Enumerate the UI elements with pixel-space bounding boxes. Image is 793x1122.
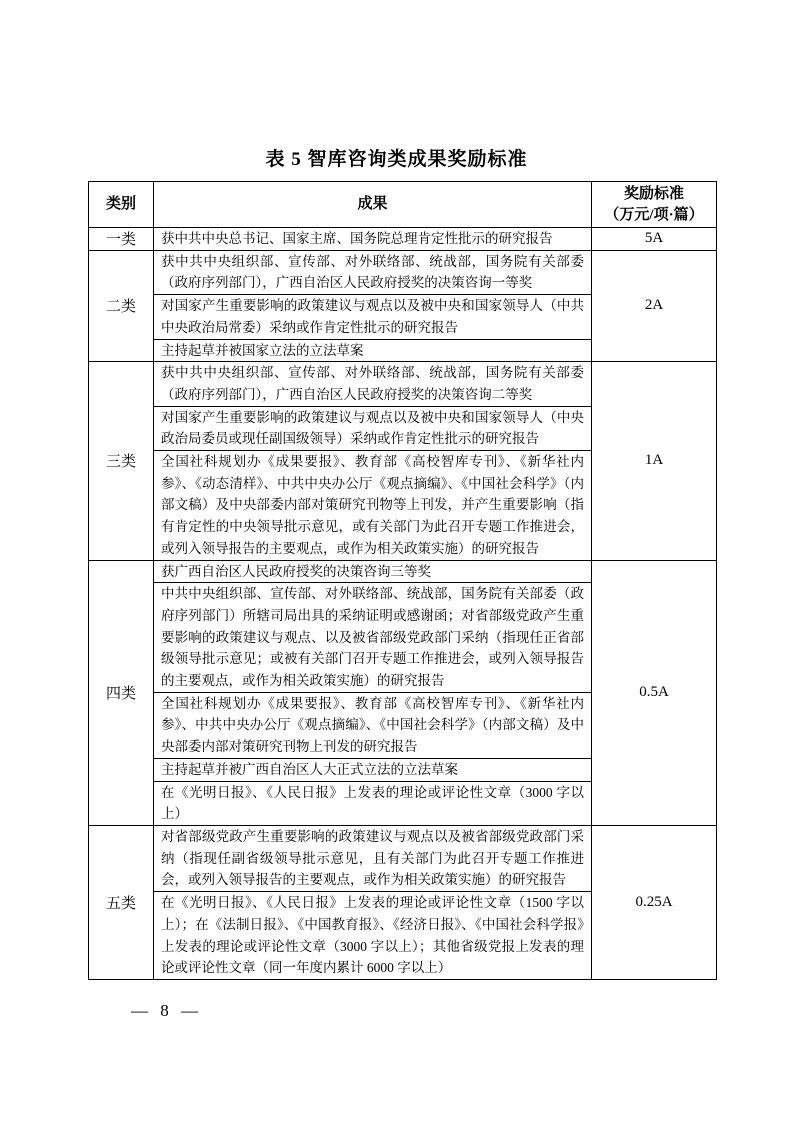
category-label-4: 四类 <box>89 560 154 825</box>
reward-value-5: 0.25A <box>592 825 717 979</box>
achievement-item: 主持起草并被广西自治区人大正式立法的立法草案 <box>154 758 592 781</box>
table-row <box>89 825 717 891</box>
col-header-reward-line2: （万元/项·篇） <box>604 206 704 223</box>
achievement-item: 对国家产生重要影响的政策建议与观点以及被中央和国家领导人（中共中央政治局常委）采纳或作肯定性批示的研究报告 <box>154 295 592 339</box>
achievement-item: 获中共中央组织部、宣传部、对外联络部、统战部，国务院有关部委（政府序列部门），广西自治区人民政府授奖的决策咨询一等奖 <box>154 250 592 294</box>
category-label-5: 五类 <box>89 825 154 979</box>
col-header-reward-line1: 奖励标准 <box>623 185 684 202</box>
table-row <box>89 250 717 294</box>
reward-value-4: 0.5A <box>592 560 717 825</box>
table-row <box>89 560 717 583</box>
reward-value-2: 2A <box>592 250 717 362</box>
achievement-item: 全国社科规划办《成果要报》、教育部《高校智库专刊》、《新华社内参》、《动态清样》、中共中央办公厅《观点摘编》、《中国社会科学》（内部文稿）及中央部委内部对策研究刊物等上刊发，并产生重要影响（指有肯定性的中央领导批示意见，或有关部门为此召开专题工作推进会，或列入领导报告的主要观点，或作为相关政策实施）的研究报告 <box>154 451 592 561</box>
reward-standard-table <box>88 181 717 980</box>
achievement-item: 对省部级党政产生重要影响的政策建议与观点以及被省部级党政部门采纳（指现任副省级领导批示意见，且有关部门为此召开专题工作推进会，或列入领导报告的主要观点，或作为相关政策实施）的研究报告 <box>154 825 592 891</box>
achievement-item: 主持起草并被国家立法的立法草案 <box>154 339 592 362</box>
reward-value-3: 1A <box>592 362 717 560</box>
page-number: — 8 — <box>131 1001 199 1020</box>
achievement-item: 在《光明日报》、《人民日报》上发表的理论或评论性文章（3000 字以上） <box>154 781 592 825</box>
category-label-3: 三类 <box>89 362 154 560</box>
table-row <box>89 362 717 406</box>
achievement-item: 全国社科规划办《成果要报》、教育部《高校智库专刊》、《新华社内参》、中共中央办公厅《观点摘编》、《中国社会科学》（内部文稿）及中央部委内部对策研究刊物上刊发的研究报告 <box>154 692 592 758</box>
table-title: 表 5 智库咨询类成果奖励标准 <box>265 149 528 170</box>
achievement-item: 获中共中央组织部、宣传部、对外联络部、统战部，国务院有关部委（政府序列部门），广西自治区人民政府授奖的决策咨询二等奖 <box>154 362 592 406</box>
category-label-1: 一类 <box>89 228 154 251</box>
achievement-item: 对国家产生重要影响的政策建议与观点以及被中央和国家领导人（中央政治局委员或现任副国级领导）采纳或作肯定性批示的研究报告 <box>154 406 592 450</box>
achievement-item: 获中共中央总书记、国家主席、国务院总理肯定性批示的研究报告 <box>154 228 592 251</box>
category-label-2: 二类 <box>89 250 154 362</box>
achievement-item: 中共中央组织部、宣传部、对外联络部、统战部，国务院有关部委（政府序列部门）所辖司局出具的采纳证明或感谢函；对省部级党政产生重要影响的政策建议与观点、以及被省部级党政部门采纳（指现任正省部级领导批示意见；或被有关部门召开专题工作推进会，或列入领导报告的主要观点，或作为相关政策实施）的研究报告 <box>154 583 592 693</box>
col-header-achievement: 成果 <box>154 182 592 228</box>
col-header-reward <box>592 182 717 228</box>
reward-value-1: 5A <box>592 228 717 251</box>
table-row <box>89 228 717 251</box>
col-header-category: 类别 <box>89 182 154 228</box>
achievement-item: 获广西自治区人民政府授奖的决策咨询三等奖 <box>154 560 592 583</box>
table-header-row <box>89 182 717 228</box>
achievement-item: 在《光明日报》、《人民日报》上发表的理论或评论性文章（1500 字以上）；在《法制日报》、《中国教育报》、《经济日报》、《中国社会科学报》上发表的理论或评论性文章（3000 字以上）；其他省级党报上发表的理论或评论性文章（同一年度内累计 6000 字以上） <box>154 892 592 980</box>
